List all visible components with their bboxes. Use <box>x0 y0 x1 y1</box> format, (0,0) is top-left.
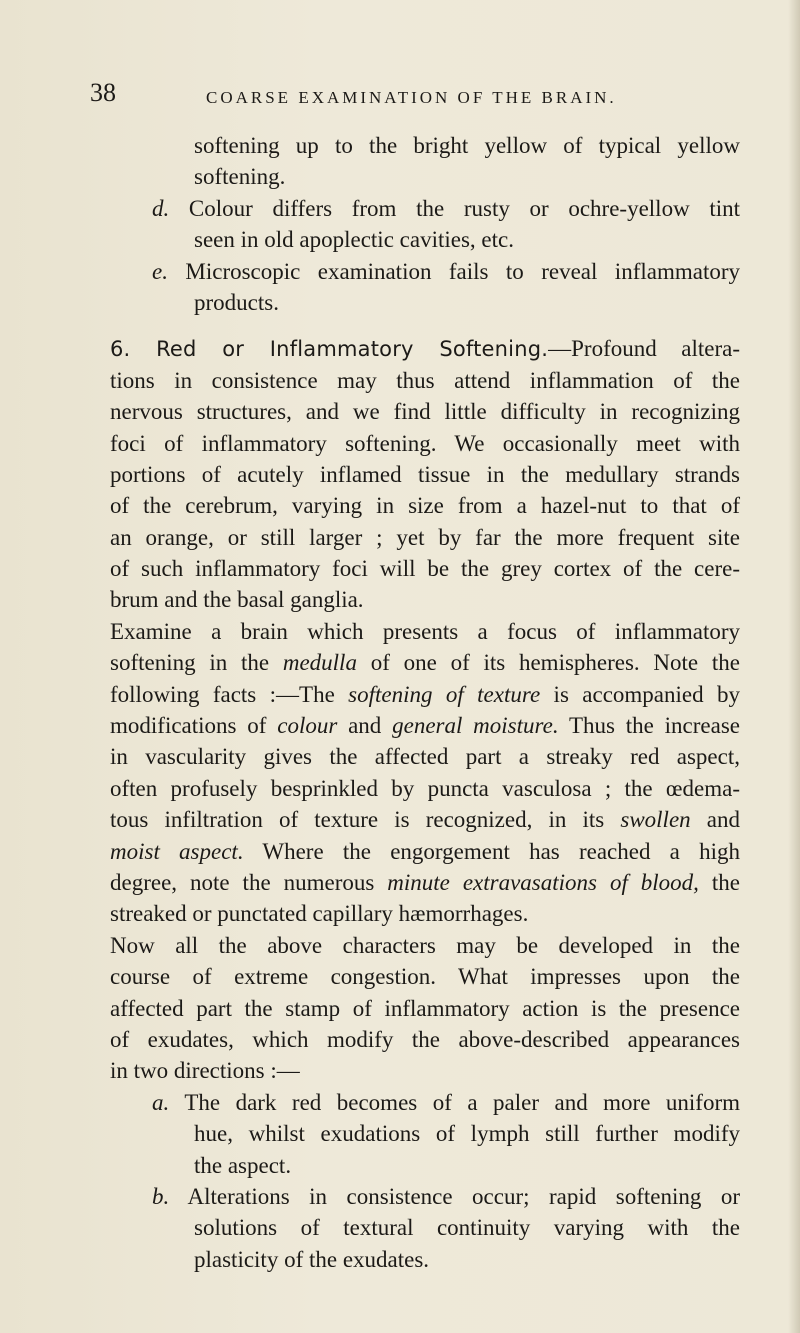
paragraph-line <box>110 647 740 678</box>
section-heading-line <box>110 333 740 364</box>
italic-term: swollen <box>620 807 691 833</box>
paragraph-gap <box>152 318 740 333</box>
text-line: often profusely besprinkled by puncta vasculosa ; the œdema- <box>110 775 740 801</box>
text-line: streaked or punctated capillary hæmorrhages. <box>110 901 529 927</box>
text-line: in two directions :— <box>110 1058 300 1084</box>
list-item-b <box>152 1181 740 1212</box>
text-line: of such inflammatory foci will be the grey cortex of the cere- <box>110 556 740 582</box>
list-item-a <box>152 1087 740 1118</box>
text-run: following facts :—The <box>110 681 349 707</box>
text-run: the <box>698 869 740 895</box>
italic-term: minute extravasations of blood, <box>387 869 699 895</box>
list-item-d <box>152 193 740 224</box>
italic-term: medulla <box>282 650 357 676</box>
list-label: d. <box>152 195 170 221</box>
body-text <box>110 130 741 1275</box>
running-head: COARSE EXAMINATION OF THE BRAIN. <box>206 88 617 107</box>
page-header <box>90 78 770 118</box>
italic-term: softening of texture <box>348 681 541 707</box>
text-run: and <box>337 713 393 739</box>
paragraph-line <box>110 867 740 898</box>
text-line: an orange, or still larger ; yet by far the more frequent site <box>110 524 740 550</box>
list-label: a. <box>152 1089 170 1115</box>
paragraph-line <box>110 679 740 710</box>
text-line: of the cerebrum, varying in size from a hazel-nut to that of <box>110 493 740 519</box>
text-line: tions in consistence may thus attend inflammation of the <box>110 367 740 393</box>
text-line: seen in old apoplectic cavities, etc. <box>194 227 514 253</box>
text-run: tous infiltration of texture is recognized, in its <box>110 807 621 833</box>
italic-term: general moisture. <box>392 713 559 739</box>
text-run: and <box>690 807 740 833</box>
paragraph-line <box>110 804 740 835</box>
text-run: softening in the <box>110 650 283 676</box>
text-line: Now all the above characters may be developed in the <box>110 932 740 958</box>
paragraph-line <box>110 710 740 741</box>
paragraph-line <box>110 616 740 647</box>
text-line: nervous structures, and we find little difficulty in recognizing <box>110 399 740 425</box>
list-label: e. <box>152 258 168 284</box>
text-line: of exudates, which modify the above-described appearances <box>110 1026 740 1052</box>
text-line: portions of acutely inflamed tissue in the medullary strands <box>110 461 740 487</box>
text-run: is accompanied by <box>540 681 740 707</box>
text-run: Where the engorgement has reached a high <box>243 838 740 864</box>
paragraph-line <box>110 836 740 867</box>
text-line: course of extreme congestion. What impresses upon the <box>110 964 740 990</box>
text-run: Thus the increase <box>558 713 740 739</box>
page-number: 38 <box>90 78 116 107</box>
text-line: plasticity of the exudates. <box>194 1246 430 1272</box>
list-item-e <box>152 256 740 287</box>
text-line: Colour differs from the rusty or ochre-yellow tint <box>188 195 741 221</box>
text-line: Examine a brain which presents a focus of inflammatory <box>110 618 740 644</box>
italic-term: moist aspect. <box>110 838 244 864</box>
italic-term: colour <box>277 713 338 739</box>
page-edge-shadow <box>788 0 800 1333</box>
text-line: brum and the basal ganglia. <box>110 587 364 613</box>
text-line: Microscopic examination fails to reveal inflammatory <box>185 258 740 284</box>
text-line: affected part the stamp of inflammatory action is the presence <box>110 995 740 1021</box>
text-line: The dark red becomes of a paler and more uniform <box>184 1089 741 1115</box>
text-line: products. <box>194 289 279 315</box>
section-6 <box>110 333 740 1086</box>
text-line: —Profound altera- <box>548 336 740 362</box>
text-line: foci of inflammatory softening. We occasionally meet with <box>110 430 740 456</box>
list-label: b. <box>152 1183 170 1209</box>
section-heading: 6. Red or Inflammatory Softening. <box>110 337 549 362</box>
text-line: softening. <box>194 164 286 190</box>
text-run: modifications of <box>110 713 278 739</box>
text-line: the aspect. <box>194 1152 292 1178</box>
text-line: softening up to the bright yellow of typical yellow <box>194 133 740 158</box>
text-line: solutions of textural continuity varying with the <box>194 1215 740 1241</box>
text-line: in vascularity gives the affected part a streaky red aspect, <box>110 744 740 770</box>
text-line: Alterations in consistence occur; rapid softening or <box>187 1183 741 1209</box>
text-run: of one of its hemispheres. Note the <box>356 650 740 676</box>
text-run: degree, note the numerous <box>110 869 388 895</box>
text-line: hue, whilst exudations of lymph still further modify <box>194 1121 740 1147</box>
